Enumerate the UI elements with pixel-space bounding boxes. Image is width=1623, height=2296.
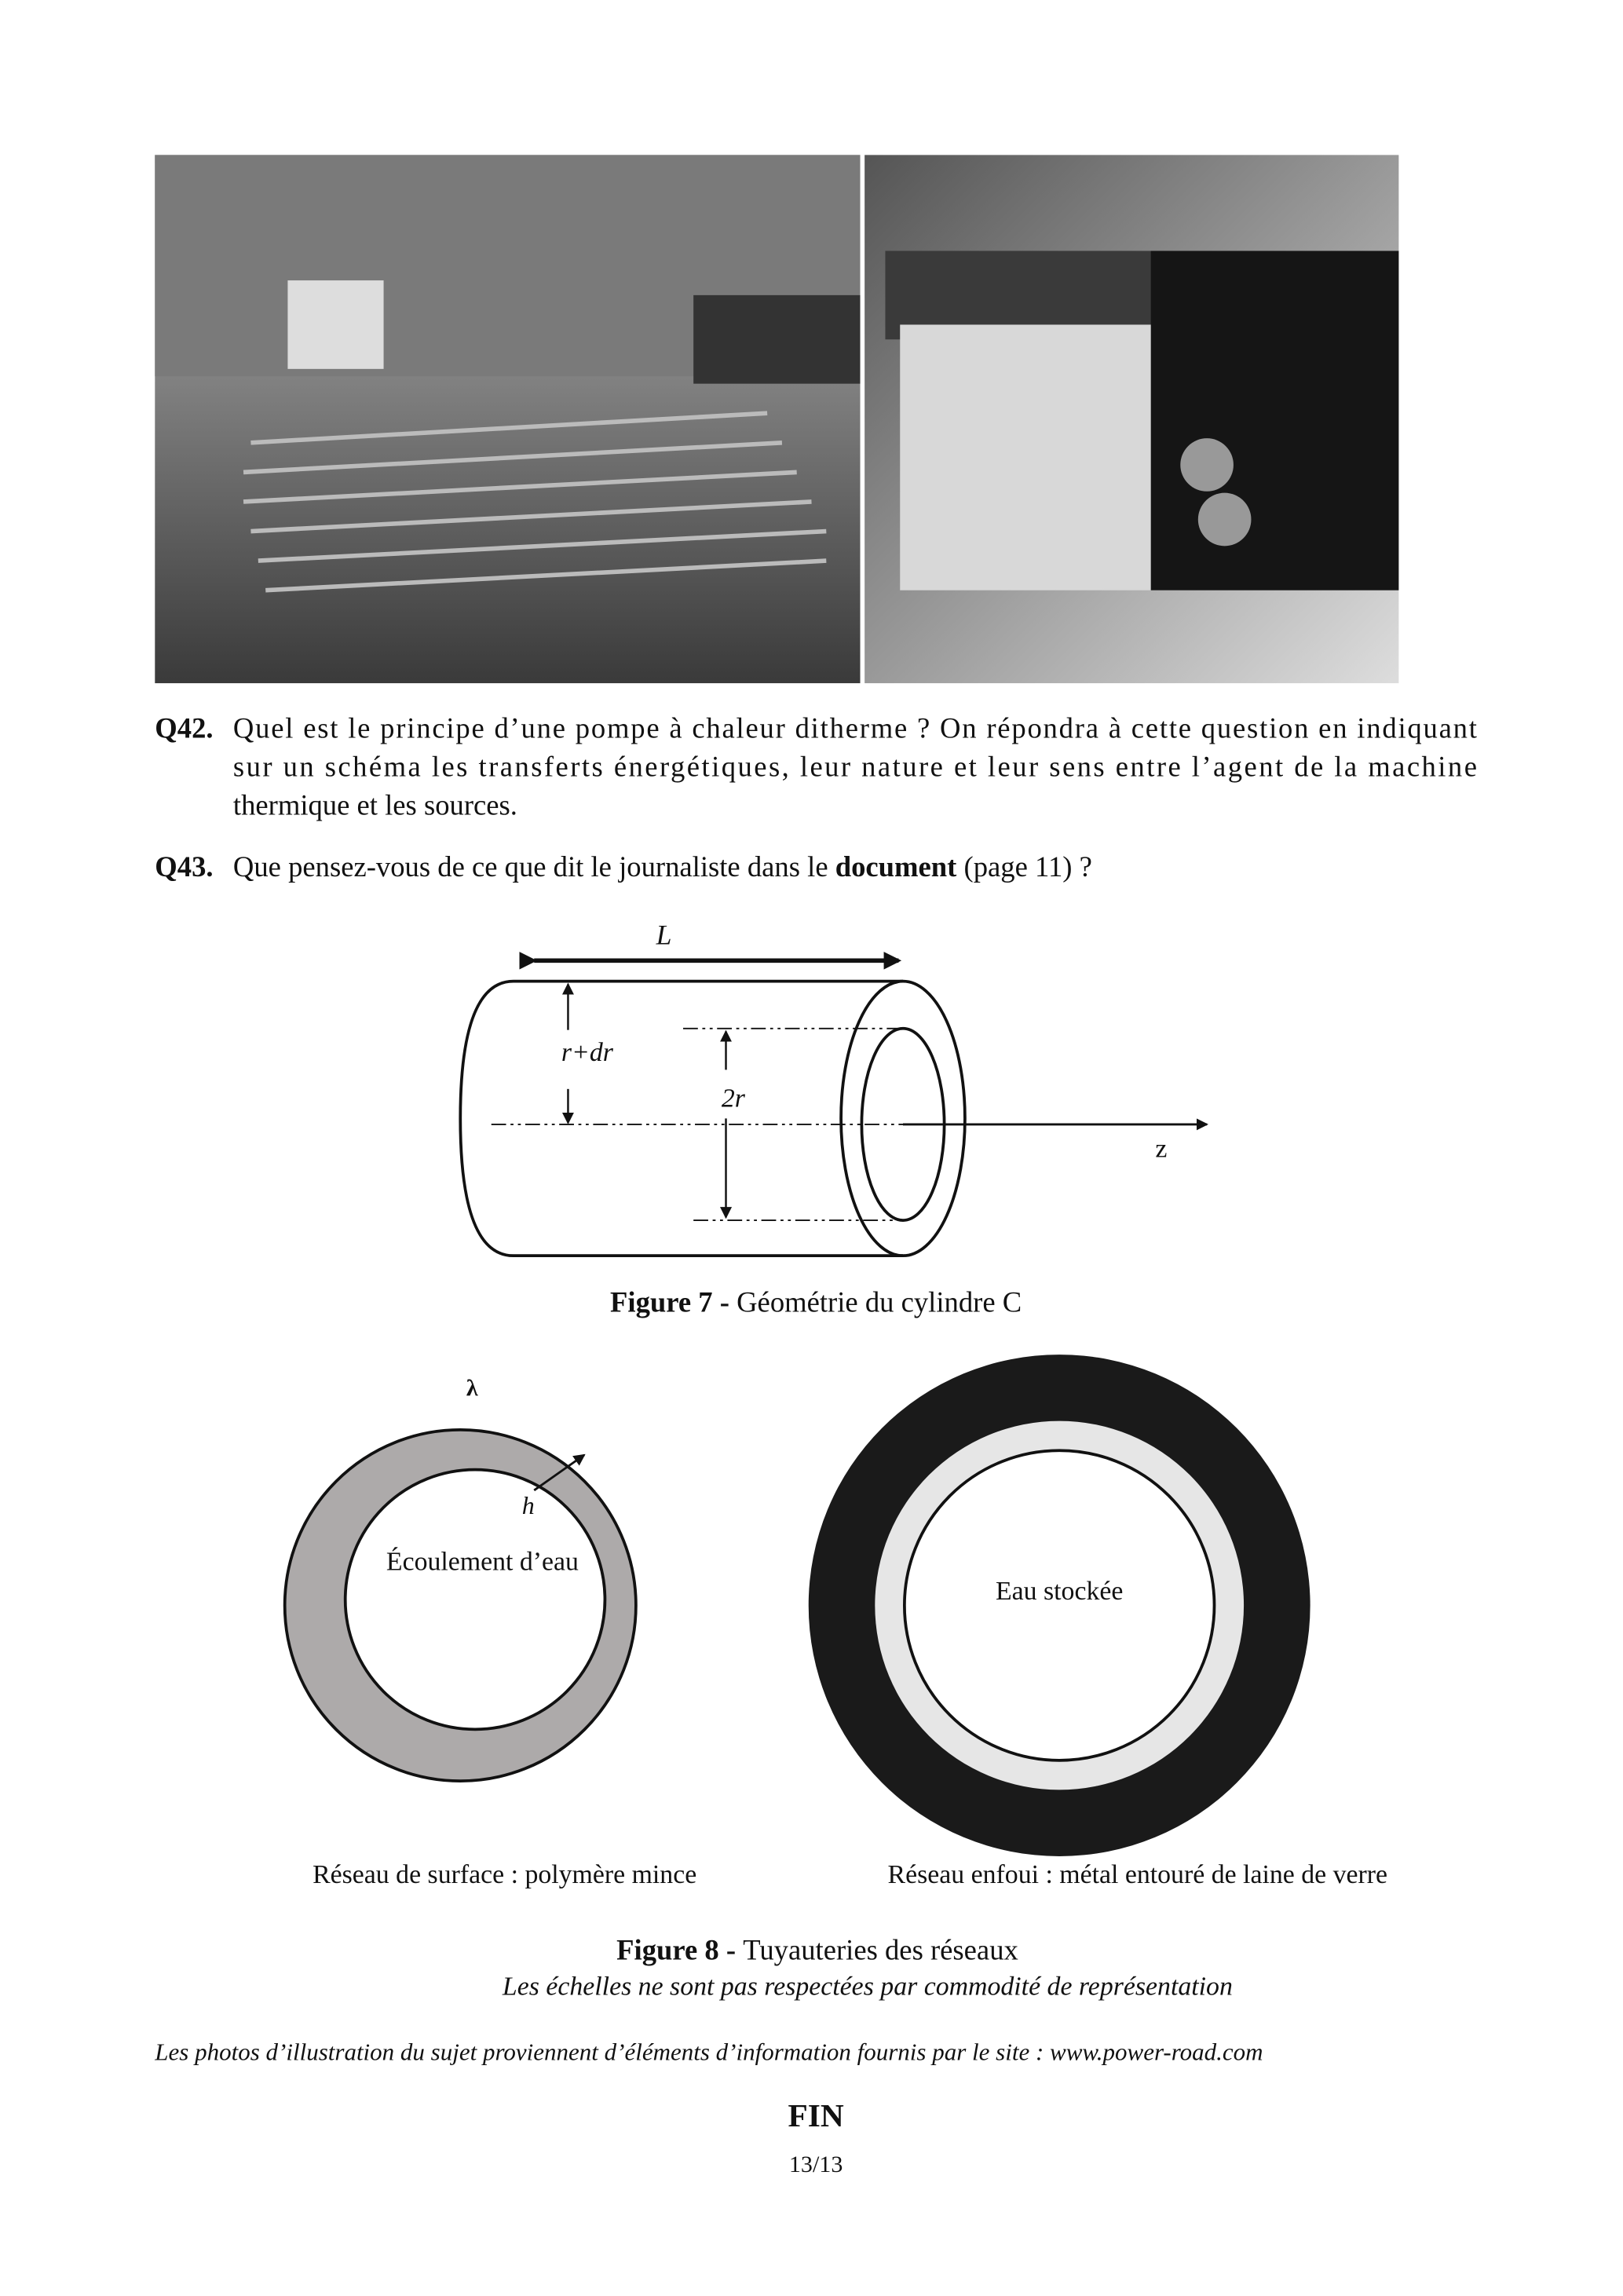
question-line: sur un schéma les transferts énergétiques, leur nature et leur sens entre l’agent de la machine [232, 750, 1477, 783]
photo-pipe-installation [155, 155, 860, 683]
label-h: h [521, 1492, 535, 1520]
photo-credits: Les photos d’illustration du sujet proviennent d’éléments d’information fournis par le site : www.power-road.com [155, 2038, 1263, 2066]
label-lambda: λ [466, 1374, 478, 1402]
figure-8-surface-pipe [285, 1430, 636, 1781]
figure-8-note: Les échelles ne sont pas respectées par commodité de représentation [502, 1972, 1233, 2002]
question-q43 [155, 850, 1092, 883]
question-q42 [155, 712, 1477, 821]
label-water-flow: Écoulement d’eau [386, 1547, 579, 1577]
label-stored-water: Eau stockée [995, 1577, 1124, 1607]
photo-road-section-model [865, 155, 1398, 683]
label-2r: 2r [721, 1084, 745, 1113]
figure-8-caption: Figure 8 - Tuyauteries des réseaux [616, 1933, 1018, 1966]
label-length: L [656, 919, 672, 951]
page-number: 13/13 [788, 2151, 843, 2178]
question-line: thermique et les sources. [232, 788, 517, 821]
label-z-axis: z [1155, 1134, 1168, 1164]
label-r-plus-dr: r+dr [561, 1038, 613, 1068]
question-number: Q42. [155, 711, 214, 744]
caption-buried-network: Réseau enfoui : métal entouré de laine de verre [887, 1859, 1388, 1889]
figure-7-caption: Figure 7 - Géométrie du cylindre C [610, 1285, 1022, 1318]
end-marker: FIN [788, 2097, 844, 2133]
question-number: Q43. [155, 850, 214, 883]
figure-7-cylinder [460, 960, 1207, 1256]
question-line: Quel est le principe d’une pompe à chaleur ditherme ? On répondra à cette question en indiquant [232, 711, 1477, 744]
question-text: Que pensez-vous de ce que dit le journaliste dans le document (page 11) ? [232, 850, 1092, 883]
caption-surface-network: Réseau de surface : polymère mince [313, 1859, 697, 1889]
